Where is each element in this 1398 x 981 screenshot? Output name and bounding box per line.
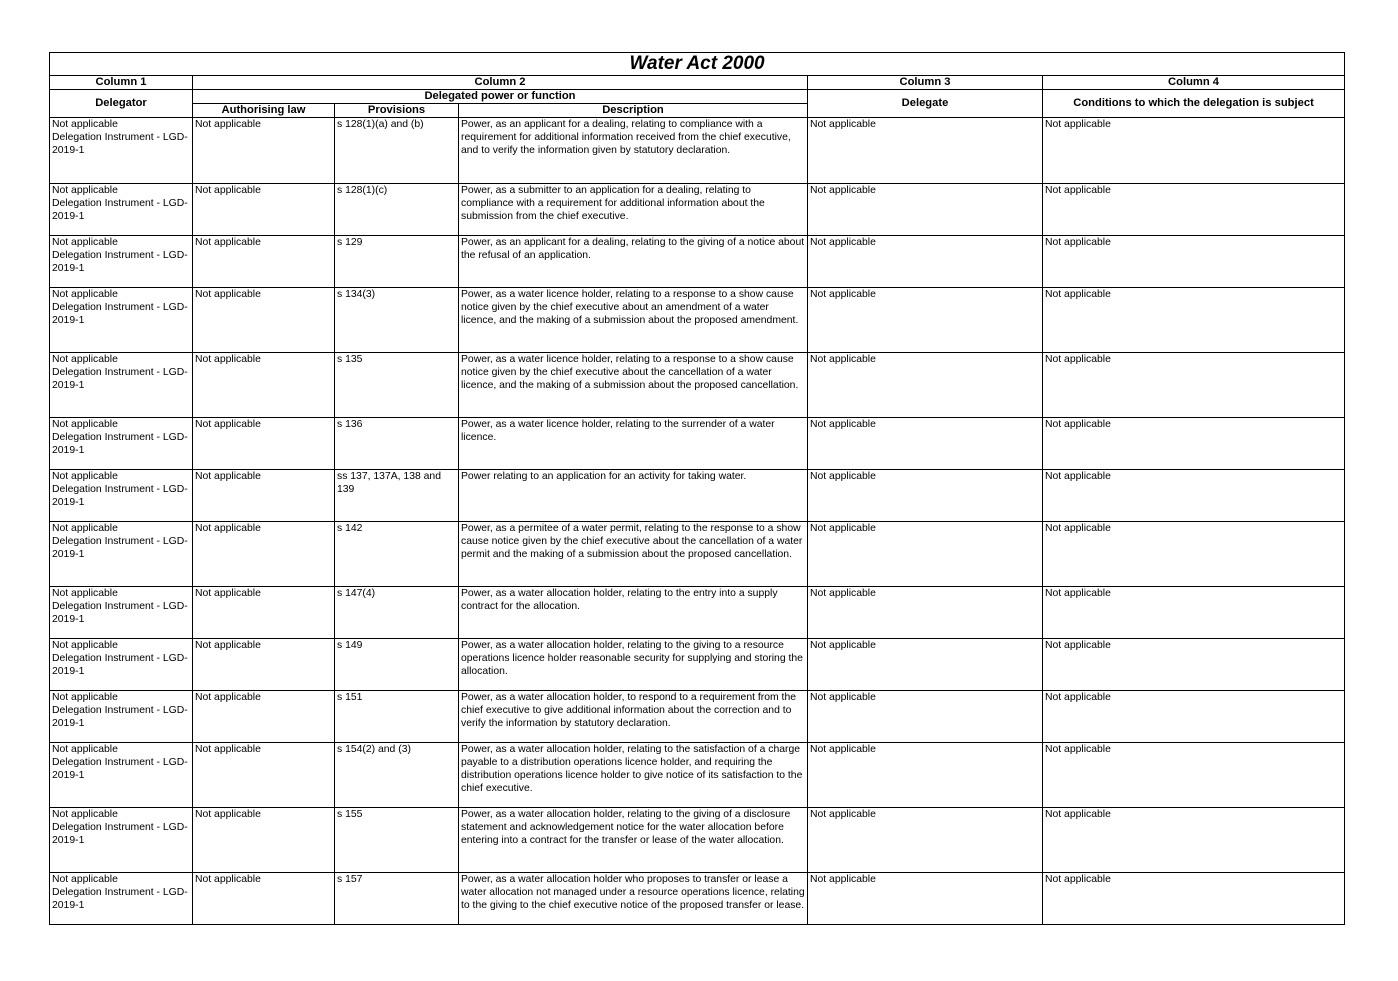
conditions-value: Not applicable <box>1045 119 1111 130</box>
provisions-cell <box>335 470 459 522</box>
delegator-cell <box>50 743 193 808</box>
delegate-value: Not applicable <box>810 119 876 130</box>
delegator-header: Delegator <box>50 90 193 118</box>
delegator-cell <box>50 184 193 236</box>
provisions-cell <box>335 418 459 470</box>
delegate-value: Not applicable <box>810 588 876 599</box>
conditions-value: Not applicable <box>1045 744 1111 755</box>
authorising-law-value: Not applicable <box>195 588 261 599</box>
provisions-value: s 128(1)(c) <box>337 185 388 196</box>
table-row <box>50 118 1345 184</box>
provisions-value: s 135 <box>337 354 363 365</box>
conditions-cell <box>1043 353 1345 418</box>
provisions-cell <box>335 808 459 873</box>
delegator-cell <box>50 288 193 353</box>
delegator-value: Not applicable Delegation Instrument - LGD-2019-1 <box>52 185 188 222</box>
provisions-value: s 151 <box>337 692 363 703</box>
delegate-value: Not applicable <box>810 354 876 365</box>
delegator-value: Not applicable Delegation Instrument - LGD-2019-1 <box>52 237 188 274</box>
delegate-cell <box>808 639 1043 691</box>
table-row <box>50 236 1345 288</box>
delegate-value: Not applicable <box>810 640 876 651</box>
delegate-cell <box>808 873 1043 925</box>
delegator-cell <box>50 639 193 691</box>
column-2-label: Column 2 <box>193 76 808 90</box>
delegate-cell <box>808 808 1043 873</box>
authorising-law-cell <box>193 873 335 925</box>
description-value: Power, as a water licence holder, relating to a response to a show cause notice given by the chief executive about the cancellation of a water licence, and the making of a submission about the proposed cancellation. <box>461 354 799 391</box>
description-value: Power, as a water allocation holder, relating to the satisfaction of a charge payable to a distribution operations licence holder, and requiring the distribution operations licence holder to give notice of its satisfaction to the chief executive. <box>461 744 803 794</box>
delegate-cell <box>808 587 1043 639</box>
authorising-law-value: Not applicable <box>195 119 261 130</box>
table-row <box>50 184 1345 236</box>
delegate-value: Not applicable <box>810 289 876 300</box>
description-cell <box>459 691 808 743</box>
provisions-value: s 149 <box>337 640 363 651</box>
authorising-law-cell <box>193 184 335 236</box>
delegate-value: Not applicable <box>810 237 876 248</box>
table-row <box>50 639 1345 691</box>
provisions-cell <box>335 288 459 353</box>
conditions-value: Not applicable <box>1045 640 1111 651</box>
delegate-value: Not applicable <box>810 185 876 196</box>
description-value: Power, as an applicant for a dealing, relating to the giving of a notice about the refusal of an application. <box>461 237 805 261</box>
description-cell <box>459 118 808 184</box>
delegator-value: Not applicable Delegation Instrument - LGD-2019-1 <box>52 692 188 729</box>
table-row <box>50 691 1345 743</box>
description-header: Description <box>459 104 808 118</box>
description-value: Power, as a water allocation holder, to respond to a requirement from the chief executive to give additional information about the correction and to verify the information by statutory declaration. <box>461 692 796 729</box>
delegator-value: Not applicable Delegation Instrument - LGD-2019-1 <box>52 419 188 456</box>
conditions-cell <box>1043 118 1345 184</box>
conditions-cell <box>1043 288 1345 353</box>
delegator-cell <box>50 808 193 873</box>
provisions-cell <box>335 587 459 639</box>
authorising-law-cell <box>193 118 335 184</box>
delegator-value: Not applicable Delegation Instrument - LGD-2019-1 <box>52 588 188 625</box>
authorising-law-cell <box>193 353 335 418</box>
delegate-value: Not applicable <box>810 523 876 534</box>
description-cell <box>459 743 808 808</box>
description-cell <box>459 639 808 691</box>
conditions-cell <box>1043 236 1345 288</box>
conditions-cell <box>1043 873 1345 925</box>
description-cell <box>459 873 808 925</box>
delegator-value: Not applicable Delegation Instrument - LGD-2019-1 <box>52 119 188 156</box>
conditions-value: Not applicable <box>1045 471 1111 482</box>
description-value: Power, as a submitter to an application for a dealing, relating to compliance with a requirement for additional information about the submission from the chief executive. <box>461 185 765 222</box>
provisions-value: s 147(4) <box>337 588 376 599</box>
conditions-cell <box>1043 418 1345 470</box>
description-value: Power, as a water allocation holder who proposes to transfer or lease a water allocation not managed under a resource operations licence, relating to the giving to the chief executive notice of the proposed transfer or lease. <box>461 874 805 911</box>
delegate-cell <box>808 288 1043 353</box>
delegate-cell <box>808 418 1043 470</box>
conditions-value: Not applicable <box>1045 419 1111 430</box>
conditions-value: Not applicable <box>1045 289 1111 300</box>
authorising-law-value: Not applicable <box>195 237 261 248</box>
description-value: Power relating to an application for an activity for taking water. <box>461 471 747 482</box>
column-1-label: Column 1 <box>50 76 193 90</box>
table-row <box>50 873 1345 925</box>
delegation-sheet <box>49 52 1344 925</box>
delegate-value: Not applicable <box>810 692 876 703</box>
authorising-law-cell <box>193 808 335 873</box>
conditions-value: Not applicable <box>1045 874 1111 885</box>
provisions-cell <box>335 873 459 925</box>
description-cell <box>459 470 808 522</box>
delegation-rows <box>50 118 1345 925</box>
delegator-cell <box>50 418 193 470</box>
conditions-cell <box>1043 184 1345 236</box>
delegate-value: Not applicable <box>810 419 876 430</box>
delegator-value: Not applicable Delegation Instrument - LGD-2019-1 <box>52 744 188 781</box>
description-cell <box>459 353 808 418</box>
page-title: Water Act 2000 <box>50 53 1345 76</box>
conditions-cell <box>1043 470 1345 522</box>
table-row <box>50 808 1345 873</box>
authorising-law-cell <box>193 691 335 743</box>
authorising-law-value: Not applicable <box>195 744 261 755</box>
delegator-cell <box>50 470 193 522</box>
provisions-value: s 157 <box>337 874 363 885</box>
description-value: Power, as a permitee of a water permit, relating to the response to a show cause notice given by the chief executive about the cancellation of a water permit and the making of a submission about the proposed cancellation. <box>461 523 803 560</box>
conditions-value: Not applicable <box>1045 185 1111 196</box>
authorising-law-value: Not applicable <box>195 692 261 703</box>
delegator-value: Not applicable Delegation Instrument - LGD-2019-1 <box>52 640 188 677</box>
conditions-cell <box>1043 587 1345 639</box>
conditions-cell <box>1043 808 1345 873</box>
description-cell <box>459 587 808 639</box>
conditions-value: Not applicable <box>1045 354 1111 365</box>
delegate-cell <box>808 743 1043 808</box>
authorising-law-cell <box>193 587 335 639</box>
provisions-cell <box>335 118 459 184</box>
provisions-value: s 154(2) and (3) <box>337 744 411 755</box>
table-row <box>50 522 1345 587</box>
delegate-header: Delegate <box>808 90 1043 118</box>
description-value: Power, as a water allocation holder, relating to the entry into a supply contract for the allocation. <box>461 588 778 612</box>
conditions-cell <box>1043 522 1345 587</box>
delegator-value: Not applicable Delegation Instrument - LGD-2019-1 <box>52 289 188 326</box>
description-cell <box>459 184 808 236</box>
description-cell <box>459 418 808 470</box>
conditions-header: Conditions to which the delegation is subject <box>1043 90 1345 118</box>
delegate-cell <box>808 236 1043 288</box>
conditions-cell <box>1043 639 1345 691</box>
delegate-value: Not applicable <box>810 744 876 755</box>
provisions-value: s 155 <box>337 809 363 820</box>
authorising-law-value: Not applicable <box>195 185 261 196</box>
delegate-cell <box>808 522 1043 587</box>
authorising-law-cell <box>193 639 335 691</box>
delegation-table <box>49 52 1345 925</box>
authorising-law-value: Not applicable <box>195 523 261 534</box>
delegate-value: Not applicable <box>810 471 876 482</box>
provisions-value: s 134(3) <box>337 289 376 300</box>
column-3-label: Column 3 <box>808 76 1043 90</box>
delegate-cell <box>808 353 1043 418</box>
description-value: Power, as a water allocation holder, relating to the giving to a resource operations licence holder reasonable security for supplying and storing the allocation. <box>461 640 803 677</box>
delegator-cell <box>50 587 193 639</box>
conditions-value: Not applicable <box>1045 692 1111 703</box>
table-row <box>50 353 1345 418</box>
provisions-cell <box>335 236 459 288</box>
delegator-value: Not applicable Delegation Instrument - LGD-2019-1 <box>52 471 188 508</box>
table-row <box>50 418 1345 470</box>
table-row <box>50 587 1345 639</box>
provisions-value: s 136 <box>337 419 363 430</box>
provisions-value: s 142 <box>337 523 363 534</box>
provisions-cell <box>335 184 459 236</box>
column-4-label: Column 4 <box>1043 76 1345 90</box>
provisions-cell <box>335 691 459 743</box>
authorising-law-value: Not applicable <box>195 419 261 430</box>
description-cell <box>459 522 808 587</box>
authorising-law-value: Not applicable <box>195 354 261 365</box>
table-row <box>50 743 1345 808</box>
conditions-value: Not applicable <box>1045 523 1111 534</box>
delegate-cell <box>808 118 1043 184</box>
table-row <box>50 288 1345 353</box>
description-cell <box>459 808 808 873</box>
description-value: Power, as an applicant for a dealing, relating to compliance with a requirement for additional information received from the chief executive, and to verify the information given by statutory declaration. <box>461 119 791 156</box>
conditions-value: Not applicable <box>1045 809 1111 820</box>
authorising-law-value: Not applicable <box>195 471 261 482</box>
table-row <box>50 470 1345 522</box>
conditions-value: Not applicable <box>1045 588 1111 599</box>
description-value: Power, as a water licence holder, relating to the surrender of a water licence. <box>461 419 775 443</box>
description-value: Power, as a water allocation holder, relating to the giving of a disclosure statement and acknowledgement notice for the water allocation before entering into a contract for the transfer or lease of the water allocation. <box>461 809 791 846</box>
delegator-value: Not applicable Delegation Instrument - LGD-2019-1 <box>52 874 188 911</box>
delegate-cell <box>808 184 1043 236</box>
conditions-cell <box>1043 691 1345 743</box>
authorising-law-cell <box>193 236 335 288</box>
delegate-value: Not applicable <box>810 874 876 885</box>
delegator-cell <box>50 522 193 587</box>
authorising-law-header: Authorising law <box>193 104 335 118</box>
delegator-cell <box>50 118 193 184</box>
provisions-value: s 128(1)(a) and (b) <box>337 119 424 130</box>
provisions-value: ss 137, 137A, 138 and 139 <box>337 471 441 495</box>
authorising-law-cell <box>193 522 335 587</box>
delegator-cell <box>50 873 193 925</box>
provisions-cell <box>335 522 459 587</box>
delegate-value: Not applicable <box>810 809 876 820</box>
authorising-law-cell <box>193 418 335 470</box>
authorising-law-value: Not applicable <box>195 289 261 300</box>
authorising-law-value: Not applicable <box>195 874 261 885</box>
authorising-law-cell <box>193 288 335 353</box>
authorising-law-value: Not applicable <box>195 640 261 651</box>
provisions-cell <box>335 639 459 691</box>
provisions-value: s 129 <box>337 237 363 248</box>
delegator-value: Not applicable Delegation Instrument - LGD-2019-1 <box>52 809 188 846</box>
authorising-law-value: Not applicable <box>195 809 261 820</box>
description-value: Power, as a water licence holder, relating to a response to a show cause notice given by the chief executive about an amendment of a water licence, and the making of a submission about the proposed amendment. <box>461 289 799 326</box>
delegator-value: Not applicable Delegation Instrument - LGD-2019-1 <box>52 354 188 391</box>
delegator-value: Not applicable Delegation Instrument - LGD-2019-1 <box>52 523 188 560</box>
description-cell <box>459 236 808 288</box>
delegator-cell <box>50 691 193 743</box>
provisions-cell <box>335 743 459 808</box>
conditions-value: Not applicable <box>1045 237 1111 248</box>
provisions-header: Provisions <box>335 104 459 118</box>
delegated-power-header: Delegated power or function <box>193 90 808 104</box>
description-cell <box>459 288 808 353</box>
authorising-law-cell <box>193 470 335 522</box>
provisions-cell <box>335 353 459 418</box>
delegator-cell <box>50 353 193 418</box>
conditions-cell <box>1043 743 1345 808</box>
delegator-cell <box>50 236 193 288</box>
delegate-cell <box>808 470 1043 522</box>
delegate-cell <box>808 691 1043 743</box>
authorising-law-cell <box>193 743 335 808</box>
